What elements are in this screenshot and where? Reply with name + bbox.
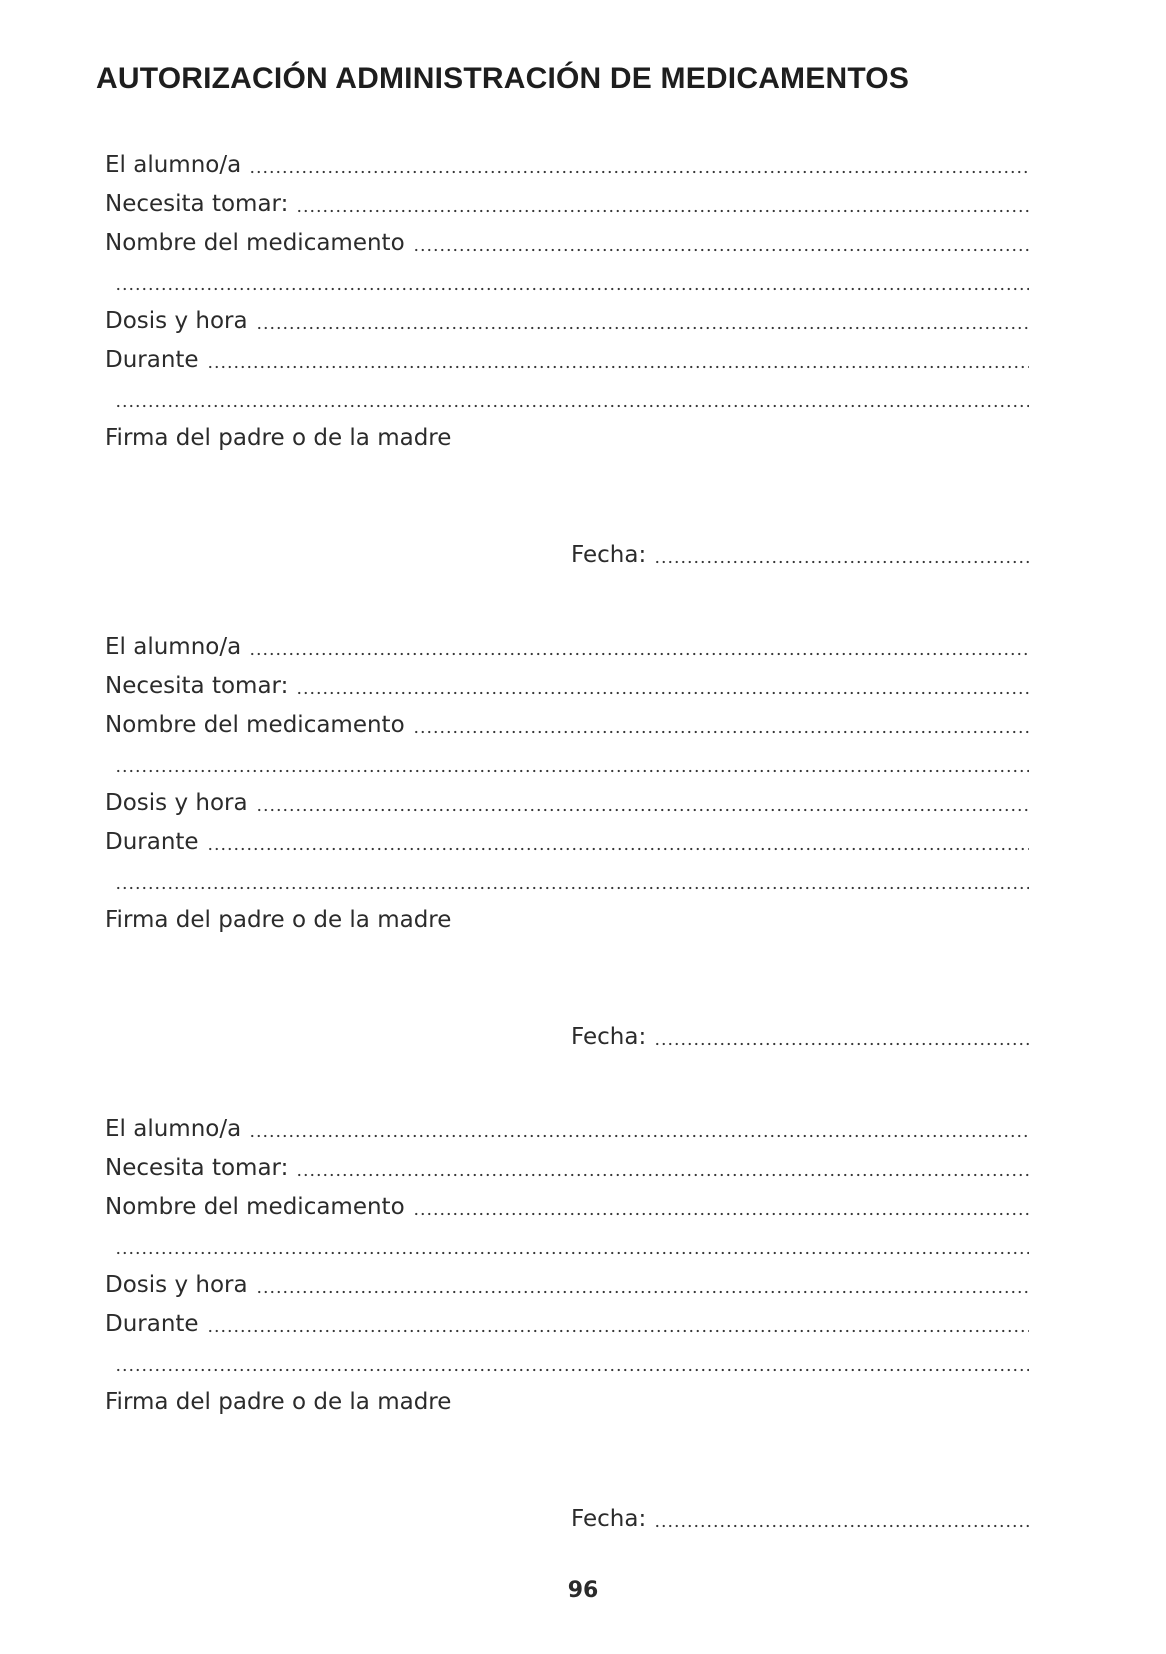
date-field[interactable] <box>654 1042 1029 1046</box>
needs-field[interactable] <box>296 691 1029 695</box>
medicine-field[interactable] <box>413 730 1029 734</box>
date-label: Fecha: <box>571 542 647 568</box>
medicine-field[interactable] <box>413 1212 1029 1216</box>
date-label: Fecha: <box>571 1024 647 1050</box>
medicine-label: Nombre del medicamento <box>105 712 405 738</box>
dose-field-row <box>105 788 1029 818</box>
medicine-continuation-row <box>105 1231 1029 1261</box>
student-label: El alumno/a <box>105 634 242 660</box>
needs-label: Necesita tomar: <box>105 191 289 217</box>
student-field[interactable] <box>249 170 1029 174</box>
student-label: El alumno/a <box>105 152 242 178</box>
dose-label: Dosis y hora <box>105 308 248 334</box>
page-number: 96 <box>567 1578 599 1603</box>
student-field-row <box>105 632 1029 662</box>
student-label: El alumno/a <box>105 1116 242 1142</box>
duration-field-row <box>105 1309 1029 1339</box>
medicine-field-row <box>105 1192 1029 1222</box>
medicine-continuation-field[interactable] <box>115 769 1029 773</box>
duration-continuation-row <box>105 384 1029 414</box>
needs-label: Necesita tomar: <box>105 673 289 699</box>
duration-field-row <box>105 827 1029 857</box>
medicine-field-row <box>105 710 1029 740</box>
medicine-continuation-row <box>105 267 1029 297</box>
student-field-row <box>105 150 1029 180</box>
dose-field[interactable] <box>256 808 1029 812</box>
duration-field[interactable] <box>207 847 1029 851</box>
date-field[interactable] <box>654 1524 1029 1528</box>
signature-row <box>105 423 1029 453</box>
date-field[interactable] <box>654 560 1029 564</box>
signature-label: Firma del padre o de la madre <box>105 425 452 451</box>
dose-field-row <box>105 306 1029 336</box>
date-field-row <box>571 540 1029 570</box>
medicine-continuation-field[interactable] <box>115 287 1029 291</box>
needs-field[interactable] <box>296 209 1029 213</box>
duration-field-row <box>105 345 1029 375</box>
dose-field-row <box>105 1270 1029 1300</box>
dose-label: Dosis y hora <box>105 790 248 816</box>
medicine-field-row <box>105 228 1029 258</box>
signature-row <box>105 1387 1029 1417</box>
duration-label: Durante <box>105 347 199 373</box>
signature-label: Firma del padre o de la madre <box>105 907 452 933</box>
duration-continuation-field[interactable] <box>115 404 1029 408</box>
page-title: AUTORIZACIÓN ADMINISTRACIÓN DE MEDICAMENTOS <box>96 62 910 95</box>
date-field-row <box>571 1504 1029 1534</box>
needs-field-row <box>105 189 1029 219</box>
duration-continuation-field[interactable] <box>115 886 1029 890</box>
date-field-row <box>571 1022 1029 1052</box>
duration-continuation-field[interactable] <box>115 1368 1029 1372</box>
medicine-label: Nombre del medicamento <box>105 1194 405 1220</box>
needs-field[interactable] <box>296 1173 1029 1177</box>
date-label: Fecha: <box>571 1506 647 1532</box>
medicine-field[interactable] <box>413 248 1029 252</box>
dose-field[interactable] <box>256 1290 1029 1294</box>
signature-label: Firma del padre o de la madre <box>105 1389 452 1415</box>
duration-continuation-row <box>105 866 1029 896</box>
student-field[interactable] <box>249 652 1029 656</box>
duration-label: Durante <box>105 829 199 855</box>
duration-field[interactable] <box>207 365 1029 369</box>
medicine-continuation-row <box>105 749 1029 779</box>
dose-label: Dosis y hora <box>105 1272 248 1298</box>
duration-label: Durante <box>105 1311 199 1337</box>
student-field[interactable] <box>249 1134 1029 1138</box>
needs-label: Necesita tomar: <box>105 1155 289 1181</box>
needs-field-row <box>105 1153 1029 1183</box>
dose-field[interactable] <box>256 326 1029 330</box>
signature-row <box>105 905 1029 935</box>
duration-continuation-row <box>105 1348 1029 1378</box>
student-field-row <box>105 1114 1029 1144</box>
duration-field[interactable] <box>207 1329 1029 1333</box>
medicine-continuation-field[interactable] <box>115 1251 1029 1255</box>
medicine-label: Nombre del medicamento <box>105 230 405 256</box>
needs-field-row <box>105 671 1029 701</box>
